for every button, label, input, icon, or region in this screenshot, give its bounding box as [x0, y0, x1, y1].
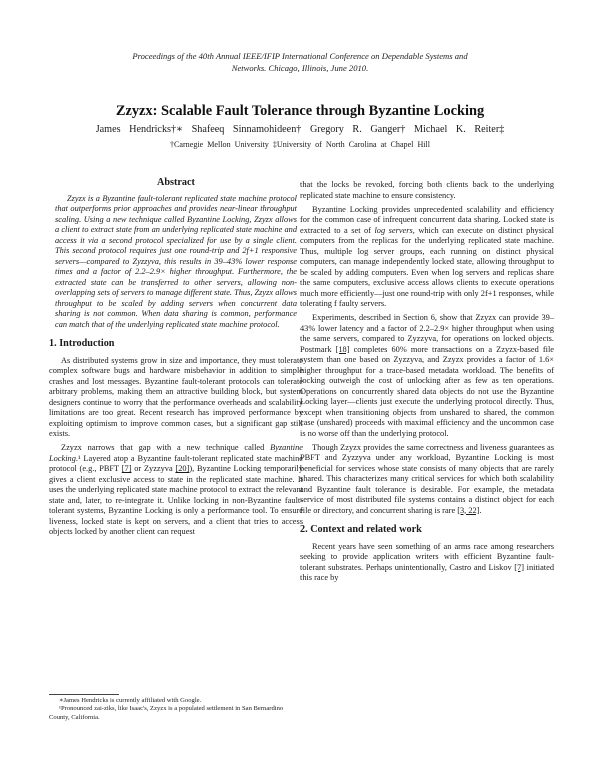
venue-line-2: Networks. Chicago, Illinois, June 2010.	[231, 63, 369, 73]
intro-p2-part-c: or Zyzzyva	[131, 464, 176, 473]
section-heading-context: 2. Context and related work	[300, 524, 422, 535]
venue-line-1: Proceedings of the 40th Annual IEEE/IFIP International Conference on Dependable Systems and	[132, 51, 468, 61]
intro-paragraph-1: As distributed systems grow in size and importance, they must tolerate complex software bugs and hardware misbehavior in addition to simple crashes and lost messages. Byzantine fault-tolerant protocols can tolerate arbitrary problems, making them an attractive building block, but system designers continue to worry that the performance overheads and scalability limitations are too great. Recent research has improved performance by exploiting optimism to improve common cases, but a significant gap still exists.	[49, 355, 303, 438]
citation-link-7[interactable]: [7]	[121, 464, 132, 473]
footnote-2: ¹Pronounced zai-ziks, like Isaac's, Zzyzx is a populated settlement in San Bernardino County, California.	[49, 705, 284, 721]
abstract-text: Zzyzx is a Byzantine fault-tolerant replicated state machine protocol that outperforms prior approaches and provides near-linear throughput scaling. Using a new technique called Byzantine Locking, Zzyzx allows a client to extract state from an underlying replicated state machine and access it via a second protocol specialized for use by a single client. This second protocol requires just one round-trip and 2f+1 responsive servers—compared to Zyzzyva, this results in 39–43% lower response times and a factor of 2.2–2.9× higher throughput. Furthermore, the extracted state can be transferred to other servers, allowing non-overlapping sets of servers to manage different state. Thus, Zzyzx allows throughput to be scaled by adding servers when concurrent data sharing is not common. When data sharing is common, performance can match that of the underlying replicated state machine protocol.	[55, 193, 297, 329]
right-paragraph-1	[300, 205, 554, 310]
right-paragraph-continued: that the locks be revoked, forcing both clients back to the underlying replicated state machine to ensure consistency.	[300, 180, 554, 200]
right-paragraph-3	[300, 443, 554, 517]
right-p2-part-b: completes 60% more transactions on a Zzyzx-based file system than one based on Zyzzyva, and Zzyzx provides a factor of 1.6× higher throughput for a trace-based metadata workload. The benefits of locking outweigh the cost of unlocking after as few as ten operations. Operations on concurrently shared data objects do not use the Byzantine Locking layer—clients just execute the underlying protocol directly. Thus, except when transitioning objects from unshared to shared, the common case (unshared) proceeds with maximal efficiency and the uncommon case is no worse off than the underlying protocol.	[300, 344, 554, 438]
footnotes	[49, 694, 303, 722]
citation-link-18[interactable]: [18]	[335, 344, 350, 354]
citation-link-3-22[interactable]: [3, 22]	[457, 505, 480, 515]
term-log-servers: log servers	[374, 225, 413, 235]
affiliations: †Carnegie Mellon University ‡University of North Carolina at Chapel Hill	[169, 140, 431, 149]
right-paragraph-4	[300, 542, 554, 584]
author-list: James Hendricks†∗ Shafeeq Sinnamohideen† Gregory R. Ganger† Michael K. Reiter‡	[95, 124, 505, 135]
left-column	[49, 178, 303, 538]
right-p1-part-b: , which can execute on distinct physical computers from the replicas for the underlying replicated state machine. Thus, multiple log server groups, each running on distinct physical computers, can manage independently locked state, allowing throughput to be scaled by adding computers. Even when log servers and replicas share the same computers, exclusive access allows clients to execute operations much more efficiently—just one round-trip with only 2f+1 responses, while tolerating f faulty servers.	[300, 225, 554, 308]
venue-note	[90, 50, 510, 74]
section-heading-introduction: 1. Introduction	[49, 338, 115, 349]
paper-title: Zzyzx: Scalable Fault Tolerance through Byzantine Locking	[115, 103, 485, 119]
abstract-heading: Abstract	[157, 177, 195, 188]
right-p4-part-b: initiated this race by	[300, 562, 554, 582]
right-p3-part-b: .	[479, 505, 482, 515]
intro-p2-part-a: Zzyzx narrows that gap with a new technique called	[61, 443, 271, 452]
right-paragraph-2	[300, 313, 554, 439]
intro-p2-part-d: ), Byzantine Locking temporarily gives a client exclusive access to state in the replicated state machine. It uses the underlying replicated state machine protocol to extract the relevant state and, later, to re-integrate it. Unlike locking in non-Byzantine fault-tolerant systems, Byzantine Locking is only a performance tool. To ensure liveness, locked state is kept on servers, and a client that tries to access objects locked by another client can request	[49, 464, 303, 536]
right-column	[300, 180, 554, 584]
intro-p2-part-b: .¹ Layered atop a Byzantine fault-tolerant replicated state machine protocol (e.g., PBFT	[49, 453, 303, 473]
right-p1-part-a: Byzantine Locking provides unprecedented scalability and efficiency for the common case of infrequent concurrent data sharing. Locked state is extracted to a set of	[300, 204, 554, 235]
abstract-body	[49, 194, 303, 331]
term-byzantine-locking: Byzantine Locking	[49, 443, 303, 463]
footnote-1: ∗James Hendricks is currently affiliated with Google.	[59, 697, 202, 704]
citation-link-7b[interactable]: [7]	[514, 562, 525, 572]
footnote-rule	[49, 694, 119, 695]
citation-link-20[interactable]: [20]	[175, 464, 190, 473]
intro-paragraph-2	[49, 443, 303, 538]
right-p2-part-a: Experiments, described in Section 6, show that Zzyzx can provide 39–43% lower latency and a factor of 2.2–2.9× higher throughput when using the same servers, compared to Zyzzyva, for operations on locked objects. Postmark	[300, 313, 554, 354]
right-p4-part-a: Recent years have seen something of an arms race among researchers seeking to provide application writers with efficient Byzantine fault-tolerant substrates. Perhaps unintentionally, Castro and Liskov	[300, 541, 554, 572]
right-p3-part-a: Though Zzyzx provides the same correctness and liveness guarantees as PBFT and Zyzzyva under any workload, Byzantine Locking is most beneficial for services whose state consists of many objects that are rarely shared. This characterizes many critical services for which both scalability and Byzantine fault tolerance is desirable. For example, the metadata service of most distributed file systems contains a distinct object for each file or directory, and concurrent sharing is rare	[300, 442, 554, 515]
